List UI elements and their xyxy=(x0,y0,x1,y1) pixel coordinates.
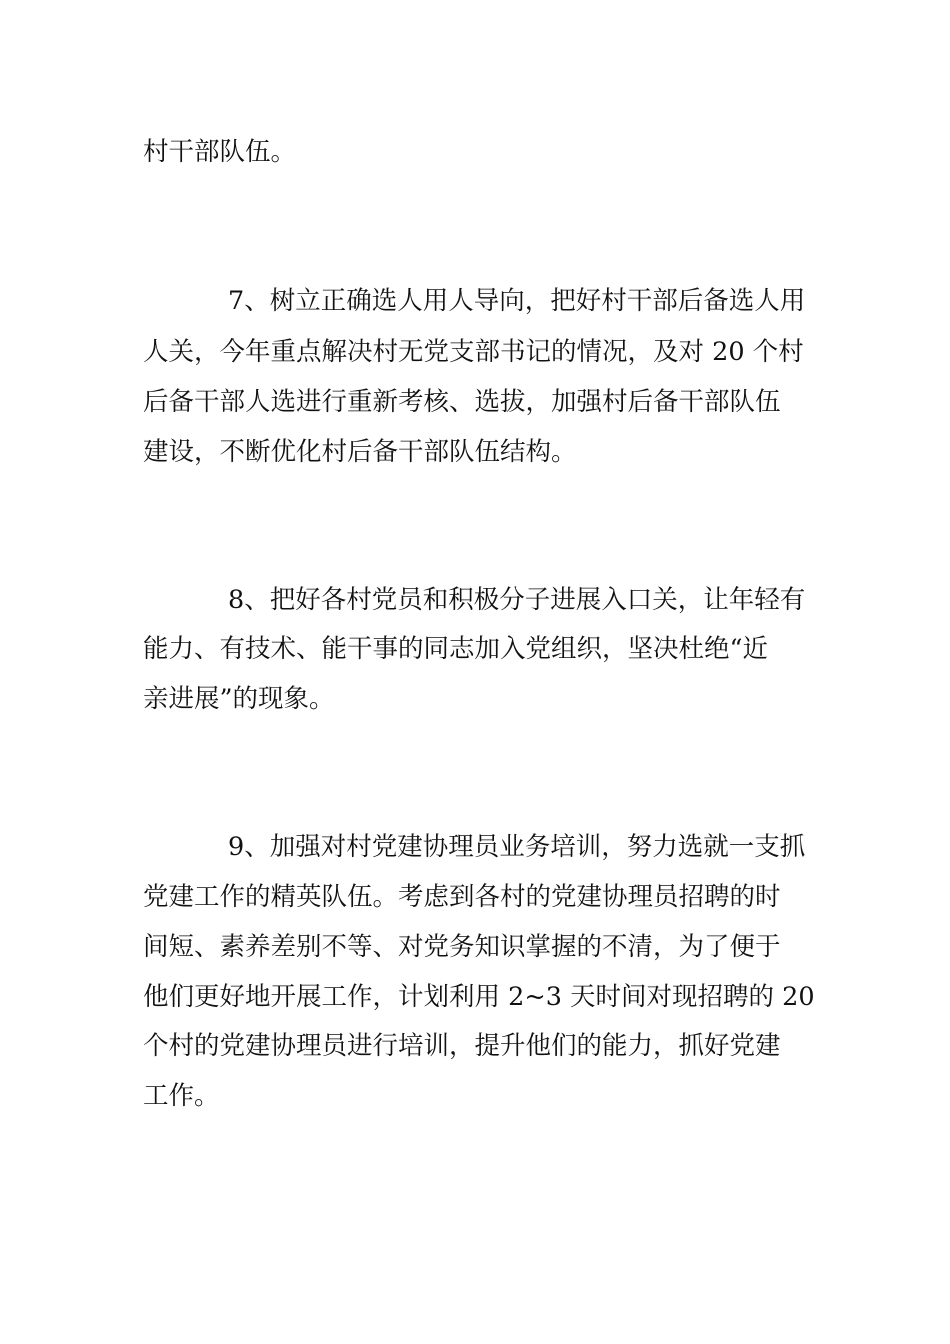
paragraph-7-line-1: 7、树立正确选人用人导向，把好村干部后备选人用 xyxy=(228,286,806,316)
paragraph-9-line-4: 他们更好地开展工作，计划利用 2~3 天时间对现招聘的 20 xyxy=(143,982,815,1012)
paragraph-6-line-end: 村干部队伍。 xyxy=(143,137,297,167)
paragraph-9-line-5: 个村的党建协理员进行培训，提升他们的能力，抓好党建 xyxy=(143,1031,781,1061)
paragraph-8-line-1: 8、把好各村党员和积极分子进展入口关，让年轻有 xyxy=(228,585,806,615)
paragraph-9-line-3: 间短、素养差别不等、对党务知识掌握的不清，为了便于 xyxy=(143,932,781,962)
paragraph-8-line-3: 亲进展”的现象。 xyxy=(143,684,335,714)
paragraph-8-line-2: 能力、有技术、能干事的同志加入党组织，坚决杜绝“近 xyxy=(143,634,769,664)
paragraph-9-line-1: 9、加强对村党建协理员业务培训，努力选就一支抓 xyxy=(228,832,806,862)
paragraph-7-line-2: 人关，今年重点解决村无党支部书记的情况，及对 20 个村 xyxy=(143,337,804,367)
paragraph-9-line-6: 工作。 xyxy=(143,1081,220,1111)
paragraph-7-line-4: 建设，不断优化村后备干部队伍结构。 xyxy=(143,437,577,467)
paragraph-9-line-2: 党建工作的精英队伍。考虑到各村的党建协理员招聘的时 xyxy=(143,882,781,912)
paragraph-7-line-3: 后备干部人选进行重新考核、选拔，加强村后备干部队伍 xyxy=(143,387,781,417)
